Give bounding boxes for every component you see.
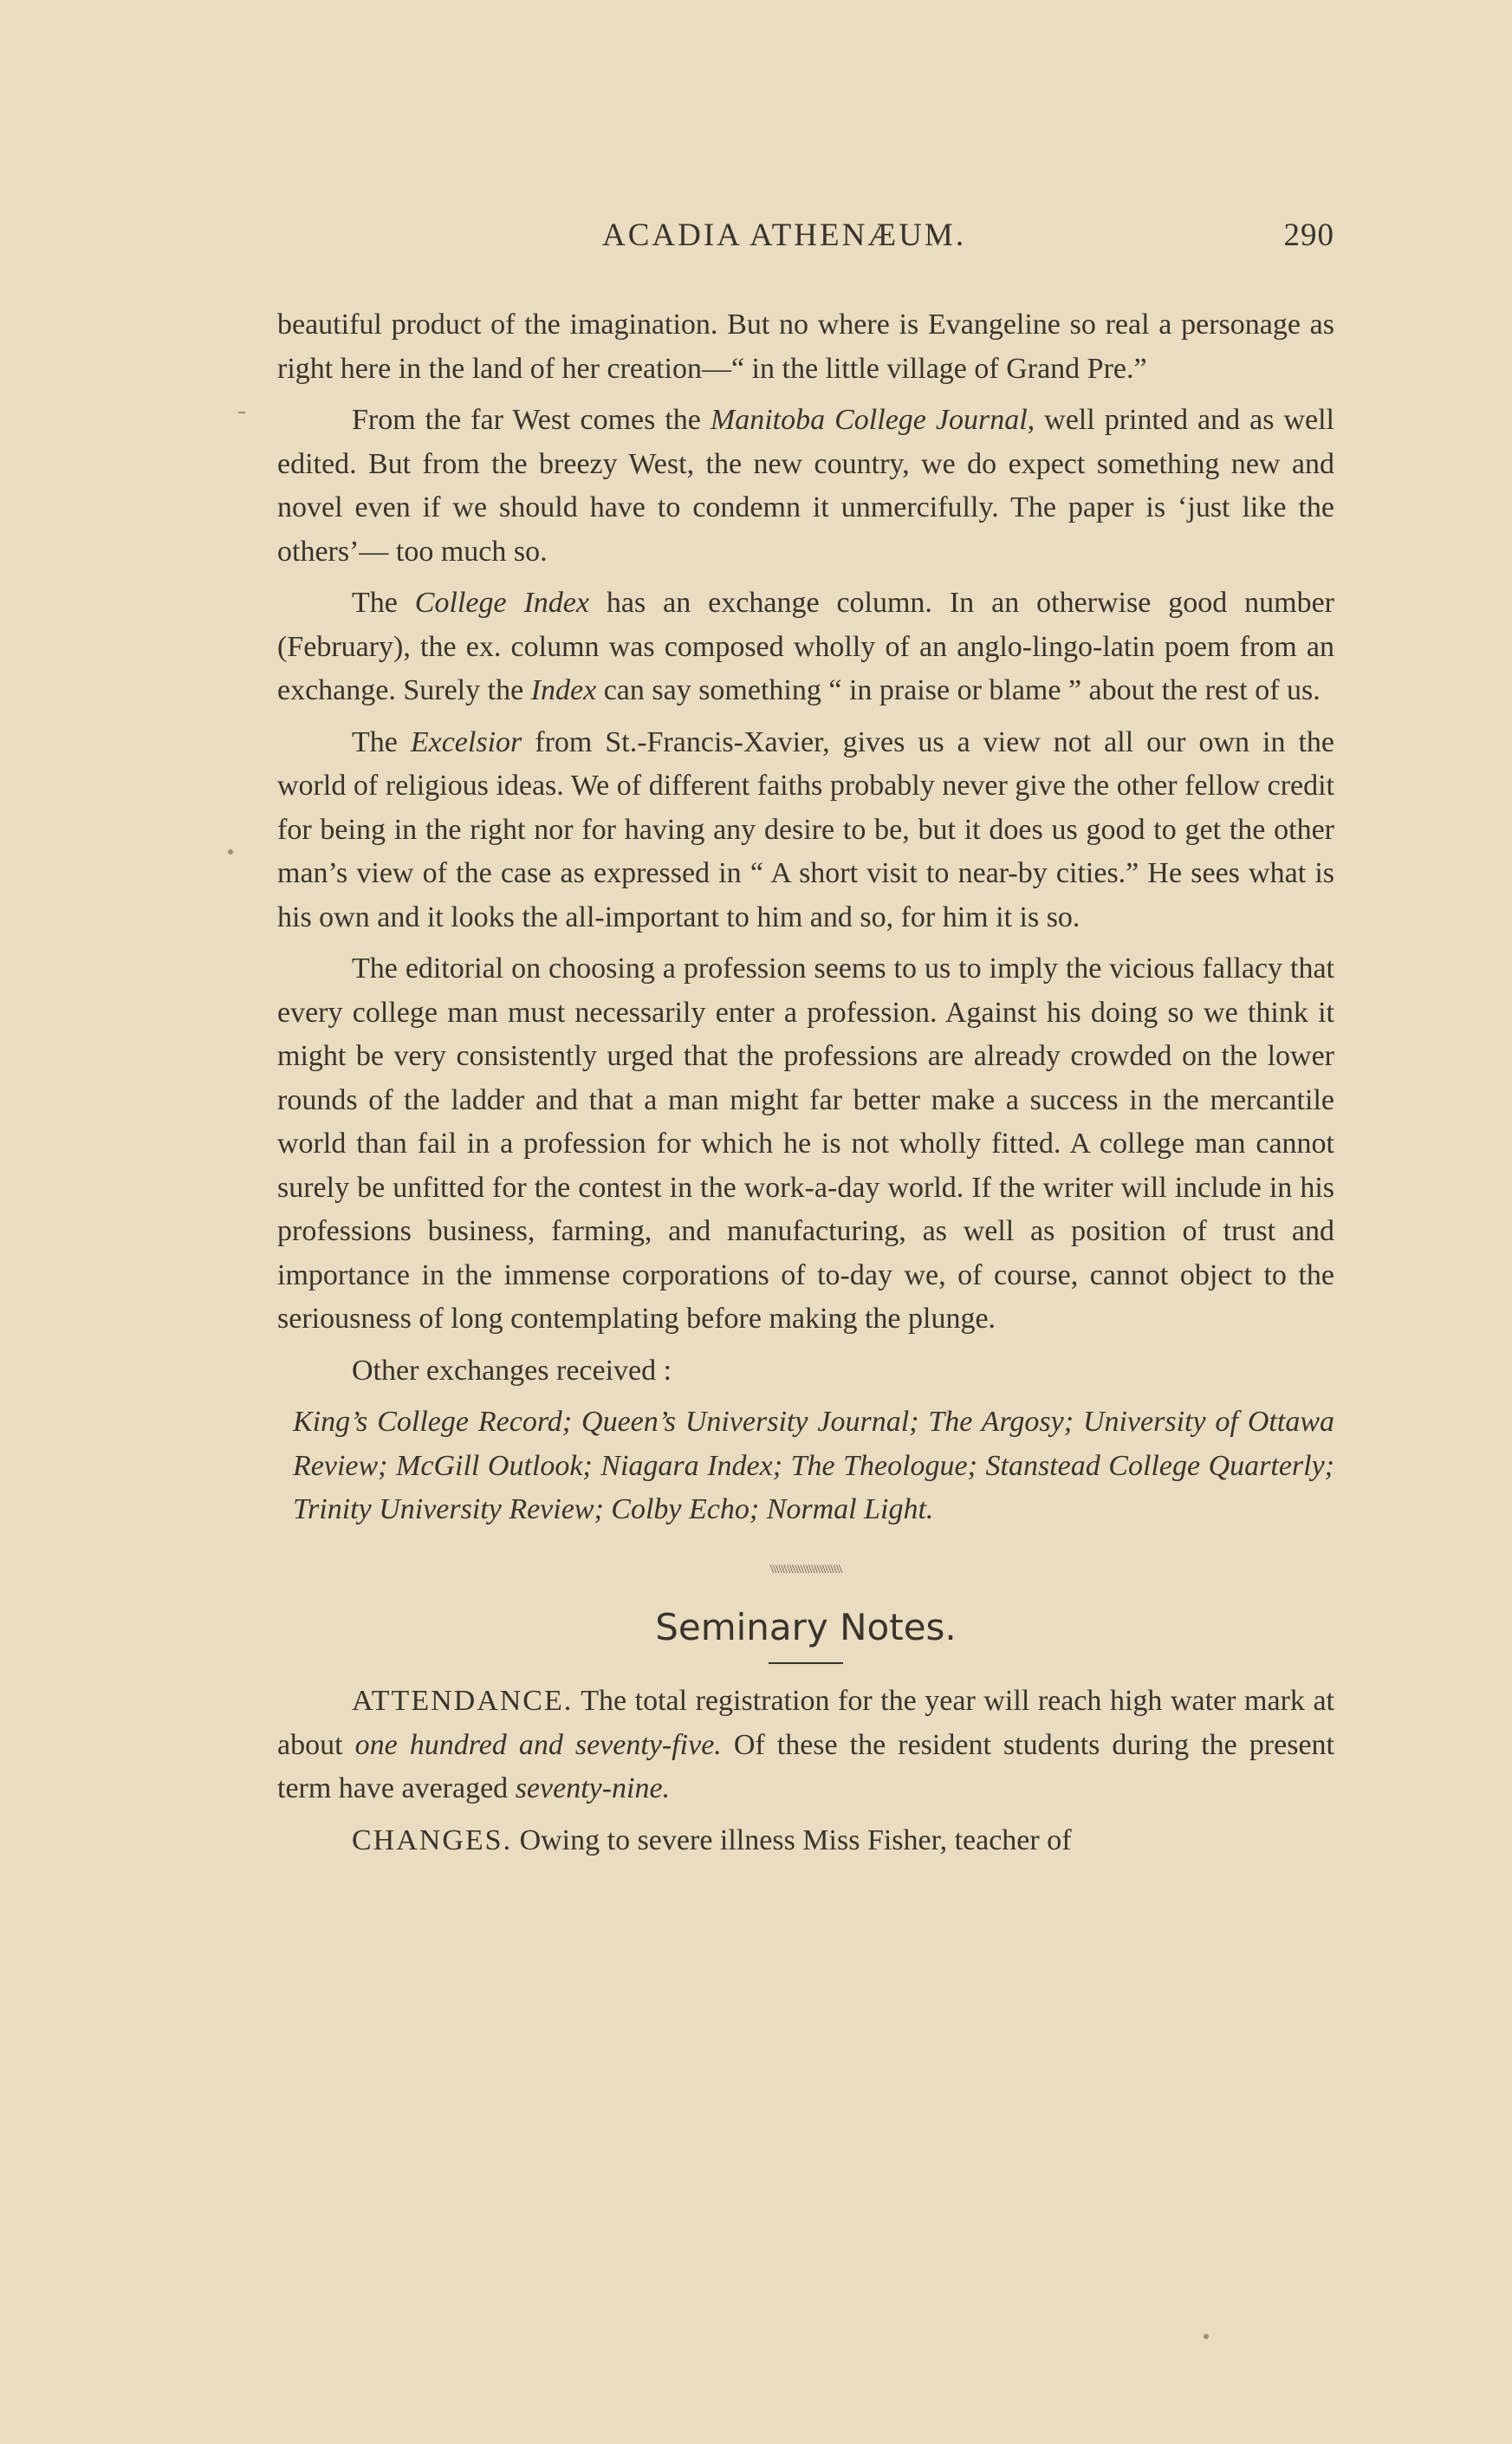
title-excelsior: Excelsior [410, 725, 522, 758]
title-college-index: College Index [414, 587, 589, 619]
body-column [277, 303, 1334, 1870]
paragraph-college-index: The College Index has an exchange column. In an otherwise good number (February), the ex. column was composed wholly of an anglo-lingo-latin poem from an exchange. Surely the Index can say something “ in praise or blame ” about the rest of us. [277, 587, 1335, 706]
changes-label: CHANGES. [352, 1823, 513, 1856]
paragraph-evangeline: beautiful product of the imagination. But no where is Evangeline so real a personage as right here in the land of her creation—“ in the little village of Grand Pre.” [277, 309, 1334, 385]
paragraph-excelsior: The Excelsior from St.-Francis-Xavier, gives us a view not all our own in the world of religious ideas. We of different faiths probably never give the other fellow credit for being in the right nor for having any desire to be, but it does us good to get the other man’s view of the case as expressed in “ A short visit to near-by cities.” He sees what is his own and it looks the all-important to him and so, for him it is so. [277, 725, 1335, 933]
section-heading: Seminary Notes. [655, 1606, 957, 1648]
page-number: 290 [1283, 218, 1334, 253]
journal-title: ACADIA ATHENÆUM. [602, 218, 967, 253]
running-header [277, 217, 1334, 260]
exchange-list: King’s College Record; Queen’s University Journal; The Argosy; University of Ottawa Review; McGill Outlook; Niagara Index; The Theologue; Stanstead College Quarterly; Trinity University Review; Colby Echo; Normal Light. [293, 1406, 1334, 1525]
paragraph-other-exchanges: Other exchanges received : [352, 1354, 672, 1387]
title-manitoba-journal: Manitoba College Journal, [710, 404, 1035, 436]
title-index: Index [530, 674, 597, 706]
paper-speck [228, 849, 233, 855]
paragraph-editorial: The editorial on choosing a profession seems to us to imply the vicious fallacy that every college man must necessarily enter a profession. Against his doing so we think it might be very consistently urged that the professions are already crowded on the lower rounds of the ladder and that a man might far better make a success in the mercantile world than fail in a profession for which he is not wholly fitted. A college man cannot surely be unfitted for the contest in the work-a-day world. If the writer will include in his professions business, farming, and manufacturing, as well as position of trust and importance in the immense corporations of to-day we, of course, cannot object to the seriousness of long contemplating before making the plunge. [277, 952, 1334, 1335]
attendance-label: ATTENDANCE. [352, 1685, 574, 1717]
paragraph-manitoba: From the far West comes the Manitoba College Journal, well printed and as well edited. But from the breezy West, the new country, we do expect something new and novel even if we should have to condemn it unmercifully. The paper is ‘just like the others’— too much so. [277, 404, 1334, 568]
heading-rule [769, 1662, 843, 1664]
paper-speck [1204, 2334, 1209, 2339]
section-ornament: \\\\\\\\\\\\\\\\\\\\\\\\\\ [769, 1562, 842, 1576]
paragraph-attendance: ATTENDANCE. The total registration for the year will reach high water mark at about one hundred and seventy-five. Of these the resident students during the present term have averaged seventy-nine. [277, 1685, 1334, 1804]
paper-speck [238, 412, 245, 413]
paragraph-changes: CHANGES. Owing to severe illness Miss Fisher, teacher of [352, 1823, 1072, 1856]
